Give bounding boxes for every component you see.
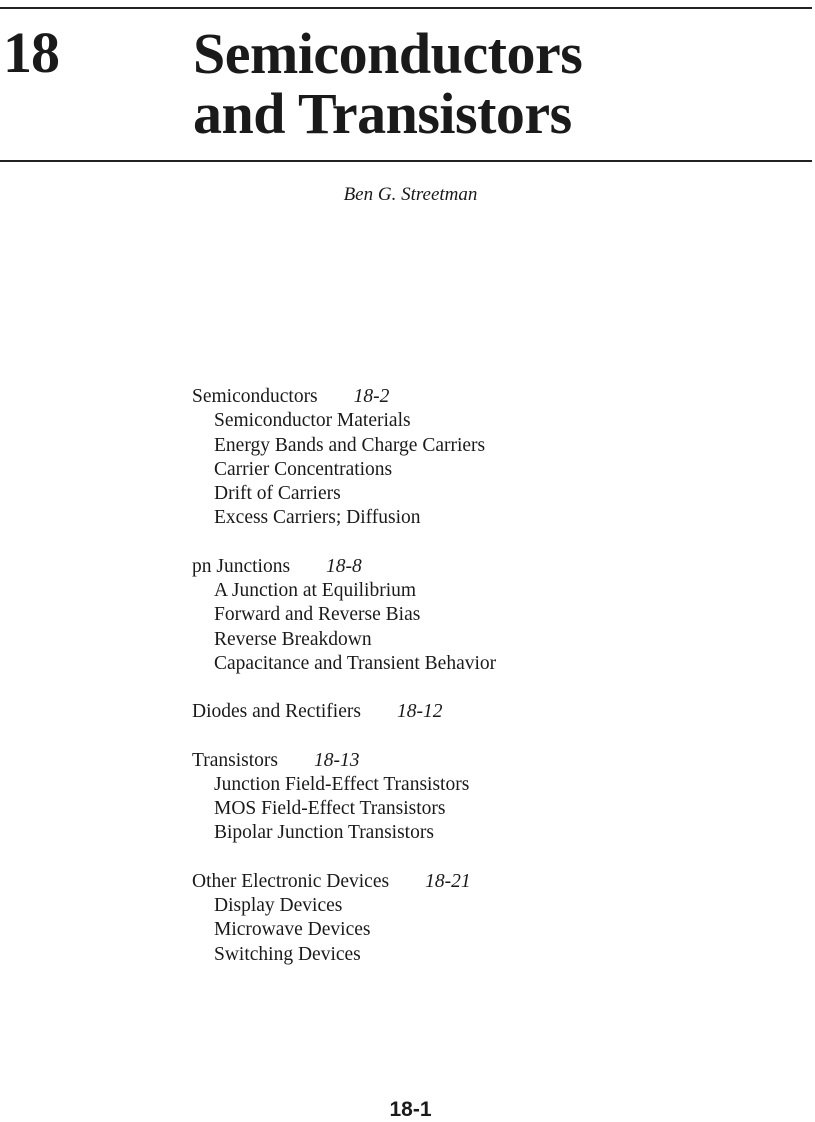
toc-subtopic: A Junction at Equilibrium xyxy=(214,580,417,602)
chapter-title xyxy=(193,21,583,146)
toc-section-heading xyxy=(192,385,496,409)
toc-subtopic: Reverse Breakdown xyxy=(214,628,372,650)
toc-section-title: Transistors xyxy=(192,749,278,771)
toc-page-number: 18-21 xyxy=(425,870,471,892)
toc-section-diodes-rectifiers xyxy=(192,700,496,724)
toc-subtopic: MOS Field-Effect Transistors xyxy=(214,798,446,820)
top-rule xyxy=(0,7,812,9)
toc-subtopic: Forward and Reverse Bias xyxy=(214,604,421,626)
toc-subtopic: Excess Carriers; Diffusion xyxy=(214,507,421,529)
toc-page-number: 18-12 xyxy=(396,701,443,723)
toc-subtopic: Energy Bands and Charge Carriers xyxy=(214,434,486,456)
toc-section-heading xyxy=(192,749,496,773)
toc-section-heading xyxy=(192,870,496,894)
toc-section-title: pn Junctions xyxy=(192,555,291,577)
bottom-rule xyxy=(0,160,812,162)
toc-page-number: 18-13 xyxy=(313,749,360,771)
toc-section-semiconductors xyxy=(192,385,496,531)
toc-section-pn-junctions xyxy=(192,555,496,676)
toc-subtopic: Microwave Devices xyxy=(214,919,371,941)
toc-section-transistors xyxy=(192,749,496,846)
toc-section-other-devices xyxy=(192,870,496,967)
toc-subtopic: Junction Field-Effect Transistors xyxy=(214,773,470,795)
chapter-title-line-1: Semiconductors xyxy=(193,21,583,86)
author-name: Ben G. Streetman xyxy=(343,184,478,205)
toc-section-title: Diodes and Rectifiers xyxy=(192,701,361,723)
chapter-number: 18 xyxy=(3,20,59,85)
page-number: 18-1 xyxy=(389,1098,432,1121)
chapter-title-line-2: and Transistors xyxy=(193,81,572,146)
table-of-contents xyxy=(192,385,496,991)
toc-subtopic: Carrier Concentrations xyxy=(214,458,393,480)
toc-page-number: 18-8 xyxy=(326,555,362,577)
toc-subtopic: Bipolar Junction Transistors xyxy=(214,822,434,844)
toc-section-heading xyxy=(192,700,496,724)
toc-subtopic: Drift of Carriers xyxy=(214,483,341,505)
toc-subtopic: Semiconductor Materials xyxy=(214,410,411,432)
toc-section-title: Semiconductors xyxy=(192,386,318,407)
toc-subtopic: Switching Devices xyxy=(214,943,361,965)
toc-page-number: 18-2 xyxy=(353,386,390,407)
toc-section-heading xyxy=(192,555,496,579)
toc-subtopic: Display Devices xyxy=(214,895,343,917)
toc-subtopic: Capacitance and Transient Behavior xyxy=(214,652,497,674)
toc-section-title: Other Electronic Devices xyxy=(192,870,390,892)
